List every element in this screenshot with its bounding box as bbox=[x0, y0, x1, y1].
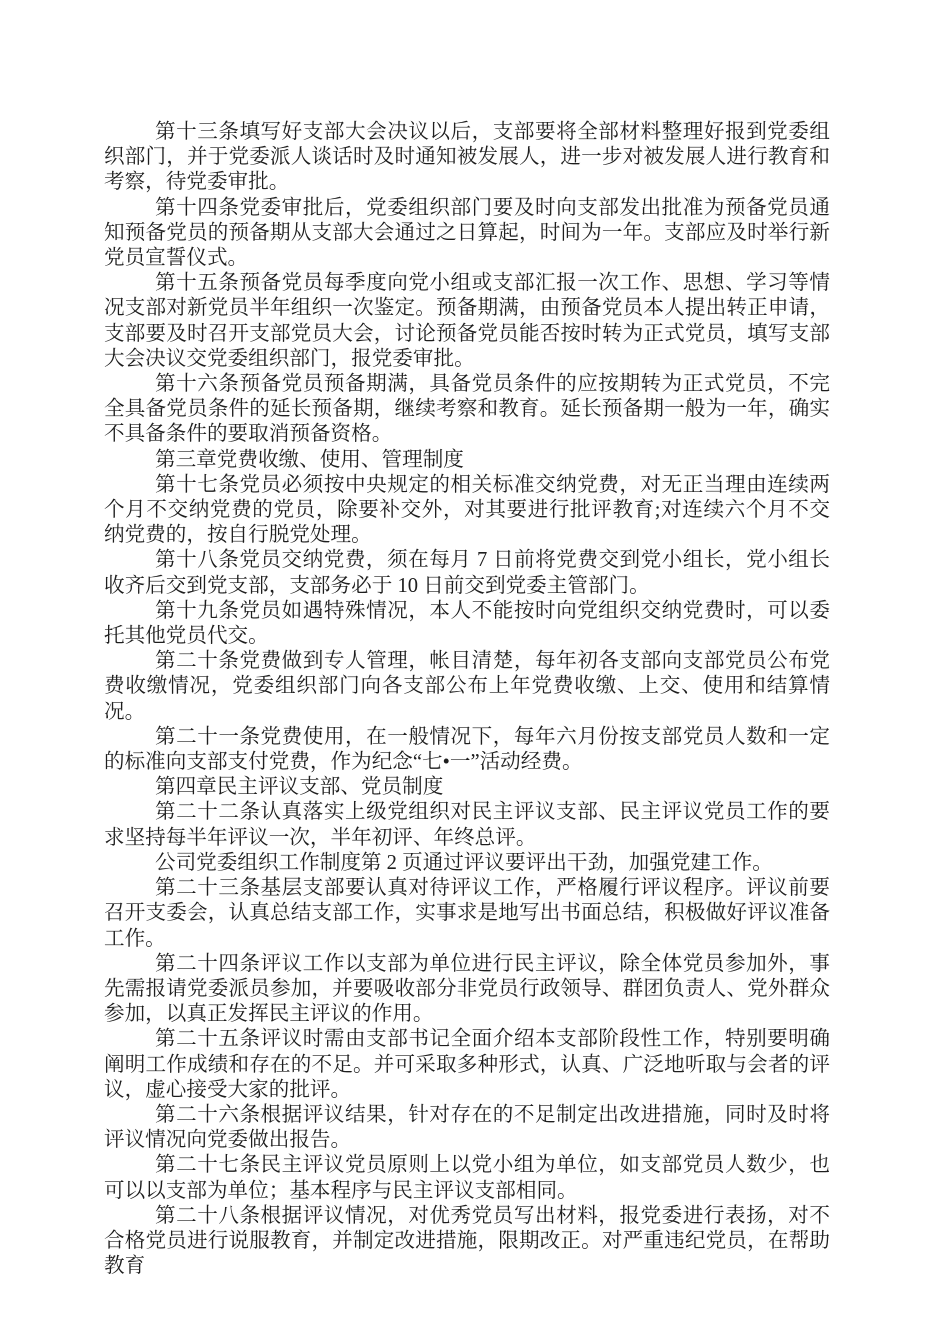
page-note-line: 公司党委组织工作制度第 2 页通过评议要评出干劲，加强党建工作。 bbox=[155, 851, 773, 874]
paragraph-article-23: 第二十三条基层支部要认真对待评议工作，严格履行评议程序。评议前要召开支委会，认真总结支部工作，实事求是地写出书面总结，积极做好评议准备工作。 bbox=[104, 877, 830, 950]
paragraph-article-14: 第十四条党委审批后，党委组织部门要及时向支部发出批准为预备党员通知预备党员的预备期从支部大会通过之日算起，时间为一年。支部应及时举行新党员宣誓仪式。 bbox=[104, 196, 830, 270]
paragraph-article-15: 第十五条预备党员每季度向党小组或支部汇报一次工作、思想、学习等情况支部对新党员半年组织一次鉴定。预备期满，由预备党员本人提出转正申请，支部要及时召开支部党员大会，讨论预备党员能否按时转为正式党员，填写支部大会决议交党委组织部门，报党委审批。 bbox=[104, 272, 830, 370]
document-body bbox=[104, 120, 830, 1279]
paragraph-article-20: 第二十条党费做到专人管理，帐目清楚，每年初各支部向支部党员公布党费收缴情况，党委组织部门向各支部公布上年党费收缴、上交、使用和结算情况。 bbox=[104, 650, 830, 723]
paragraph-article-16: 第十六条预备党员预备期满，具备党员条件的应按期转为正式党员，不完全具备党员条件的延长预备期，继续考察和教育。延长预备期一般为一年，确实不具备条件的要取消预备资格。 bbox=[104, 373, 830, 446]
paragraph-article-21: 第二十一条党费使用，在一般情况下，每年六月份按支部党员人数和一定的标准向支部支付党费，作为纪念“七•一”活动经费。 bbox=[104, 725, 830, 774]
paragraph-article-25: 第二十五条评议时需由支部书记全面介绍本支部阶段性工作，特别要明确阐明工作成绩和存在的不足。并可采取多种形式，认真、广泛地听取与会者的评议，虚心接受大家的批评。 bbox=[104, 1028, 830, 1101]
paragraph-article-27: 第二十七条民主评议党员原则上以党小组为单位，如支部党员人数少，也可以以支部为单位；基本程序与民主评议支部相同。 bbox=[104, 1154, 830, 1202]
paragraph-article-18: 第十八条党员交纳党费，须在每月 7 日前将党费交到党小组长，党小组长收齐后交到党支部，支部务必于 10 日前交到党委主管部门。 bbox=[104, 549, 830, 597]
chapter-4-heading: 第四章民主评议支部、党员制度 bbox=[155, 776, 444, 799]
chapter-3-heading: 第三章党费收缴、使用、管理制度 bbox=[155, 448, 464, 471]
paragraph-article-13: 第十三条填写好支部大会决议以后，支部要将全部材料整理好报到党委组织部门，并于党委派人谈话时及时通知被发展人，进一步对被发展人进行教育和考察，待党委审批。 bbox=[104, 121, 830, 194]
paragraph-article-24: 第二十四条评议工作以支部为单位进行民主评议，除全体党员参加外，事先需报请党委派员参加，并要吸收部分非党员行政领导、群团负责人、党外群众参加，以真正发挥民主评议的作用。 bbox=[104, 952, 830, 1026]
paragraph-article-19: 第十九条党员如遇特殊情况，本人不能按时向党组织交纳党费时，可以委托其他党员代交。 bbox=[104, 599, 830, 648]
paragraph-article-28: 第二十八条根据评议情况，对优秀党员写出材料，报党委进行表扬，对不合格党员进行说服教育，并制定改进措施，限期改正。对严重违纪党员，在帮助教育 bbox=[104, 1204, 830, 1278]
paragraph-article-26: 第二十六条根据评议结果，针对存在的不足制定出改进措施，同时及时将评议情况向党委做出报告。 bbox=[104, 1103, 830, 1152]
paragraph-article-17: 第十七条党员必须按中央规定的相关标准交纳党费，对无正当理由连续两个月不交纳党费的党员，除要补交外，对其要进行批评教育;对连续六个月不交纳党费的，按自行脱党处理。 bbox=[104, 473, 830, 547]
paragraph-article-22: 第二十二条认真落实上级党组织对民主评议支部、民主评议党员工作的要求坚持每半年评议一次，半年初评、年终总评。 bbox=[104, 801, 830, 849]
